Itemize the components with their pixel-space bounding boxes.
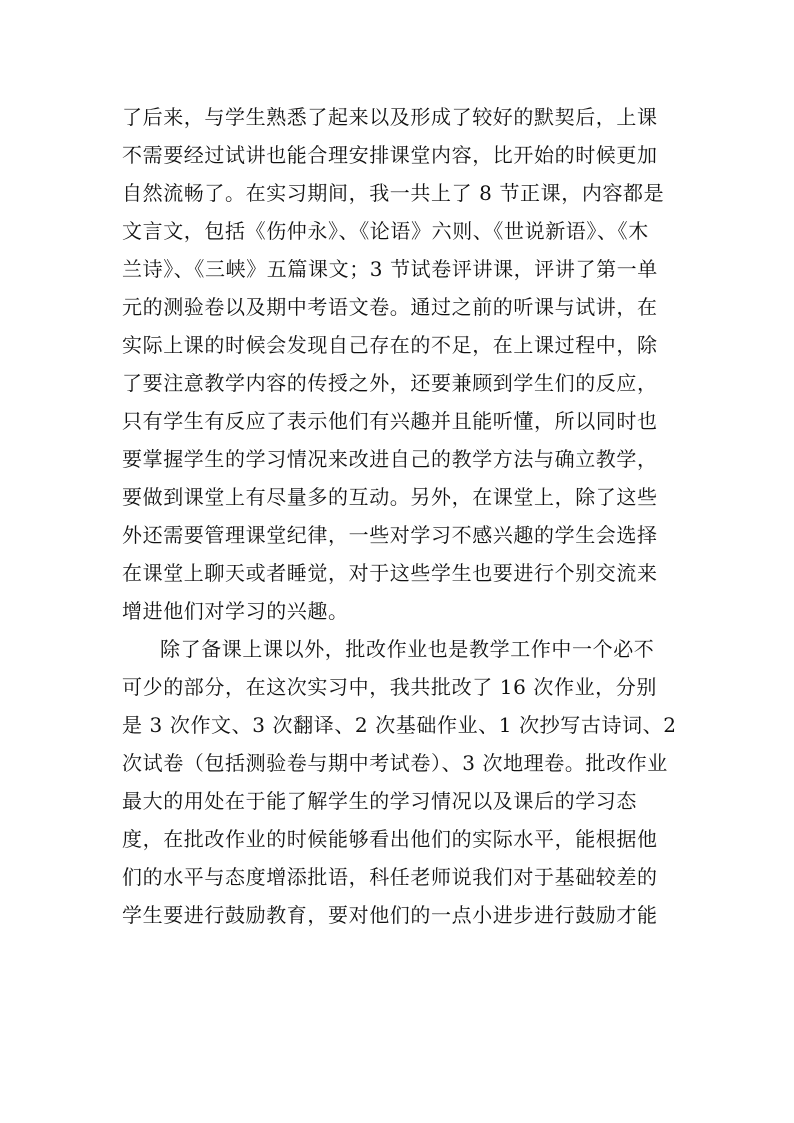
text-line: 了要注意教学内容的传授之外，还要兼顾到学生们的反应， xyxy=(122,371,658,395)
text-line: 除了备课上课以外，批改作业也是教学工作中一个必不 xyxy=(160,637,655,661)
text-line: 增进他们对学习的兴趣。 xyxy=(122,599,349,623)
text-line: 可少的部分，在这次实习中，我共批改了 16 次作业，分别 xyxy=(122,675,657,699)
text-line: 度，在批改作业的时候能够看出他们的实际水平，能根据他 xyxy=(122,827,658,851)
text-line: 在课堂上聊天或者睡觉，对于这些学生也要进行个别交流来 xyxy=(122,561,658,585)
text-line: 学生要进行鼓励教育，要对他们的一点小进步进行鼓励才能 xyxy=(122,903,658,927)
text-line: 元的测验卷以及期中考语文卷。通过之前的听课与试讲，在 xyxy=(122,295,658,319)
text-line: 次试卷（包括测验卷与期中考试卷）、3 次地理卷。批改作业 xyxy=(122,751,668,775)
text-line: 实际上课的时候会发现自己存在的不足，在上课过程中，除 xyxy=(122,333,658,357)
paragraph-2 xyxy=(122,630,682,934)
text-line: 是 3 次作文、3 次翻译、2 次基础作业、1 次抄写古诗词、2 xyxy=(122,713,677,737)
text-line: 要做到课堂上有尽量多的互动。另外，在课堂上，除了这些 xyxy=(122,485,658,509)
text-line: 们的水平与态度增添批语，科任老师说我们对于基础较差的 xyxy=(122,865,658,889)
paragraph-1 xyxy=(122,98,682,630)
text-line: 自然流畅了。在实习期间，我一共上了 8 节正课，内容都是 xyxy=(122,181,665,205)
body-text xyxy=(122,98,682,934)
text-line: 不需要经过试讲也能合理安排课堂内容，比开始的时候更加 xyxy=(122,143,658,167)
text-line: 文言文，包括《伤仲永》、《论语》六则、《世说新语》、《木 xyxy=(122,219,649,243)
text-line: 要掌握学生的学习情况来改进自己的教学方法与确立教学， xyxy=(122,447,658,471)
text-line: 最大的用处在于能了解学生的学习情况以及课后的学习态 xyxy=(122,789,637,813)
text-line: 只有学生有反应了表示他们有兴趣并且能听懂，所以同时也 xyxy=(122,409,658,433)
text-line: 了后来，与学生熟悉了起来以及形成了较好的默契后，上课 xyxy=(122,105,658,129)
text-line: 兰诗》、《三峡》五篇课文；3 节试卷评讲课，评讲了第一单 xyxy=(122,257,658,281)
text-line: 外还需要管理课堂纪律，一些对学习不感兴趣的学生会选择 xyxy=(122,523,658,547)
